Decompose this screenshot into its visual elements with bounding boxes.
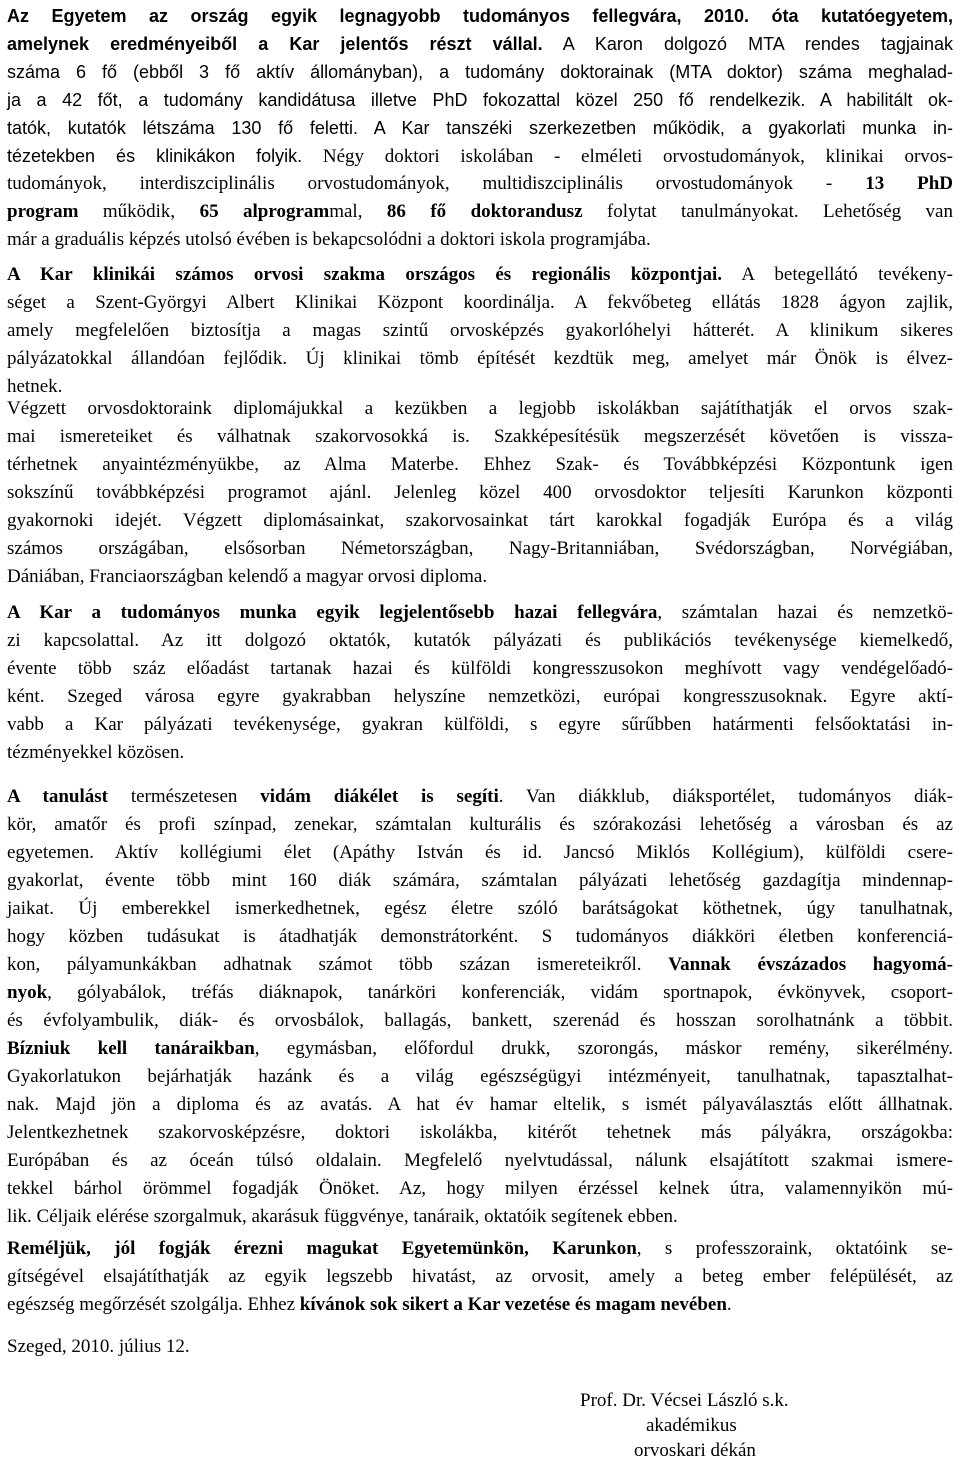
text-line: Az Egyetem az ország egyik legnagyobb tudományos fellegvára, 2010. óta kutatóegyetem,	[7, 6, 953, 26]
text-line: Jelentkezhetnek szakorvosképzésre, doktori iskolákba, kitérőt tehetnek más pályákra, országokba:	[7, 1122, 953, 1143]
signature-title: akadémikus	[646, 1415, 737, 1436]
text-line: amelynek eredményeiből a Kar jelentős részt vállal. A Karon dolgozó MTA rendes tagjainak	[7, 34, 953, 54]
text-line: Reméljük, jól fogják érezni magukat Egyetemünkön, Karunkon, s professzoraink, oktatóink se-	[7, 1238, 953, 1259]
text-line: hetnek.	[7, 376, 63, 397]
text-line: térhetnek anyaintézményükbe, az Alma Materbe. Ehhez Szak- és Továbbképzési Központunk igen	[7, 454, 953, 475]
text-line: száma 6 fő (ebből 3 fő aktív állományban), a tudomány doktorainak (MTA doktor) száma meghalad-	[7, 62, 953, 82]
text-line: zi kapcsolattal. Az itt dolgozó oktatók, kutatók pályázati és publikációs tevékenysége kiemelkedő,	[7, 630, 953, 651]
text-line: már a graduális képzés utolsó évében is bekapcsolódni a doktori iskola programjába.	[7, 229, 651, 250]
text-line: lik. Céljaik elérése szorgalmuk, akarásuk függvénye, tanáraik, oktatóik segítenek ebben.	[7, 1206, 678, 1227]
text-line: egészség megőrzését szolgálja. Ehhez kívánok sok sikert a Kar vezetése és magam nevében.	[7, 1294, 732, 1315]
text-line: Európában és az óceán túlsó oldalain. Megfelelő nyelvtudással, nálunk elsajátított szakmai ismere-	[7, 1150, 953, 1171]
text-line: számos országában, elsősorban Németországban, Nagy-Britanniában, Svédországban, Norvégiában,	[7, 538, 953, 559]
text-line: tekkel bárhol örömmel fogadják Önöket. Az, hogy milyen érzéssel kelnek útra, valamennyikön mú-	[7, 1178, 953, 1199]
text-line: A tanulást természetesen vidám diákélet is segíti. Van diákklub, diáksportélet, tudományos diák-	[7, 786, 953, 807]
place-date: Szeged, 2010. július 12.	[7, 1336, 190, 1357]
text-line: gyakorlat, évente több mint 160 diák számára, számtalan pályázati lehetőség gazdagítja mindennap-	[7, 870, 953, 891]
text-line: sokszínű továbbképzési programot ajánl. Jelenleg közel 400 orvosdoktor teljesíti Karunkon központi	[7, 482, 953, 503]
text-line: ja a 42 főt, a tudomány kandidátusa illetve PhD fokozattal közel 250 fő rendelkezik. A habilitált ok-	[7, 90, 953, 110]
text-line: nyok, gólyabálok, tréfás diáknapok, tanárköri konferenciák, vidám sportnapok, évkönyvek, csoport-	[7, 982, 953, 1003]
text-line: és évfolyambulik, diák- és orvosbálok, ballagás, bankett, szerenád és hosszan sorolhatnánk a többit.	[7, 1010, 953, 1031]
text-line: nak. Majd jön a diploma és az avatás. A hat év hamar eltelik, s ismét pályaválasztás előtt állhatnak.	[7, 1094, 953, 1115]
text-line: évente több száz előadást tartanak hazai és külföldi kongresszusokon meghívott vagy vendégelőadó-	[7, 658, 953, 679]
text-line: gítségével elsajátíthatják az egyik legszebb hivatást, az orvosit, amely a beteg ember felépülését, az	[7, 1266, 953, 1287]
signature-name: Prof. Dr. Vécsei László s.k.	[580, 1390, 789, 1411]
text-line: ként. Szeged városa egyre gyakrabban helyszíne nemzetközi, európai kongresszusoknak. Egyre aktí-	[7, 686, 953, 707]
signature-position: orvoskari dékán	[634, 1440, 756, 1461]
text-line: tudományok, interdiszciplinális orvostudományok, multidiszciplinális orvostudományok - 13 PhD	[7, 173, 953, 194]
text-line: gyakornoki idejét. Végzett diplomásainkat, szakorvosainkat tárt karokkal fogadják Európa és a világ	[7, 510, 953, 531]
text-line: jaikat. Új emberekkel ismerkedhetnek, egész életre szóló barátságokat köthetnek, úgy tanulhatnak,	[7, 898, 953, 919]
text-line: tatók, kutatók létszáma 130 fő feletti. A Kar tanszéki szerkezetben működik, a gyakorlati munka in-	[7, 118, 953, 138]
text-line: kör, amatőr és profi színpad, zenekar, számtalan kulturális és szórakozási lehetőség a városban és az	[7, 814, 953, 835]
text-line: vabb a Kar pályázati tevékenysége, gyakran külföldi, s egyre sűrűbben határmenti felsőoktatási in-	[7, 714, 953, 735]
text-line: program működik, 65 alprogrammal, 86 fő doktorandusz folytat tanulmányokat. Lehetőség van	[7, 201, 953, 222]
text-line: tézetekben és klinikákon folyik. Négy doktori iskolában - elméleti orvostudományok, klinikai orvos-	[7, 146, 954, 167]
text-line: amely megfelelően biztosítja a magas szintű orvosképzés gyakorlóhelyi hátterét. A klinikum sikeres	[7, 320, 953, 341]
text-line: Dániában, Franciaországban kelendő a magyar orvosi diploma.	[7, 566, 488, 587]
text-line: mai ismereteiket és válhatnak szakorvosokká is. Szakképesítésük megszerzését követően is vissza-	[7, 426, 953, 447]
text-line: séget a Szent-Györgyi Albert Klinikai Központ koordinálja. A fekvőbeteg ellátás 1828 ágyon zajlik,	[7, 292, 953, 313]
text-line: Gyakorlatukon bejárhatják hazánk és a világ egészségügyi intézményeit, tanulhatnak, tapasztalhat-	[7, 1066, 953, 1087]
text-line: A Kar a tudományos munka egyik legjelentősebb hazai fellegvára, számtalan hazai és nemzetkö-	[7, 602, 953, 623]
text-line: hogy közben tudásukat is átadhatják demonstrátorként. S tudományos diákköri életben konferenciá-	[7, 926, 953, 947]
text-line: A Kar klinikái számos orvosi szakma országos és regionális központjai. A betegellátó tevékeny-	[7, 264, 953, 285]
text-line: pályázatokkal állandóan fejlődik. Új klinikai tömb építését kezdtük meg, amelyet már Önök is élvez-	[7, 348, 953, 369]
text-line: tézményekkel közösen.	[7, 742, 185, 763]
text-line: kon, pályamunkákban adhatnak számot több százan ismereteikről. Vannak évszázados hagyomá-	[7, 954, 953, 975]
text-line: egyetemen. Aktív kollégiumi élet (Apáthy István és id. Jancsó Miklós Kollégium), külföldi csere-	[7, 842, 953, 863]
text-line: Végzett orvosdoktoraink diplomájukkal a kezükben a legjobb iskolákban sajátíthatják el orvos szak-	[7, 398, 953, 419]
text-line: Bízniuk kell tanáraikban, egymásban, előfordul drukk, szorongás, máskor remény, sikerélmény.	[7, 1038, 953, 1059]
